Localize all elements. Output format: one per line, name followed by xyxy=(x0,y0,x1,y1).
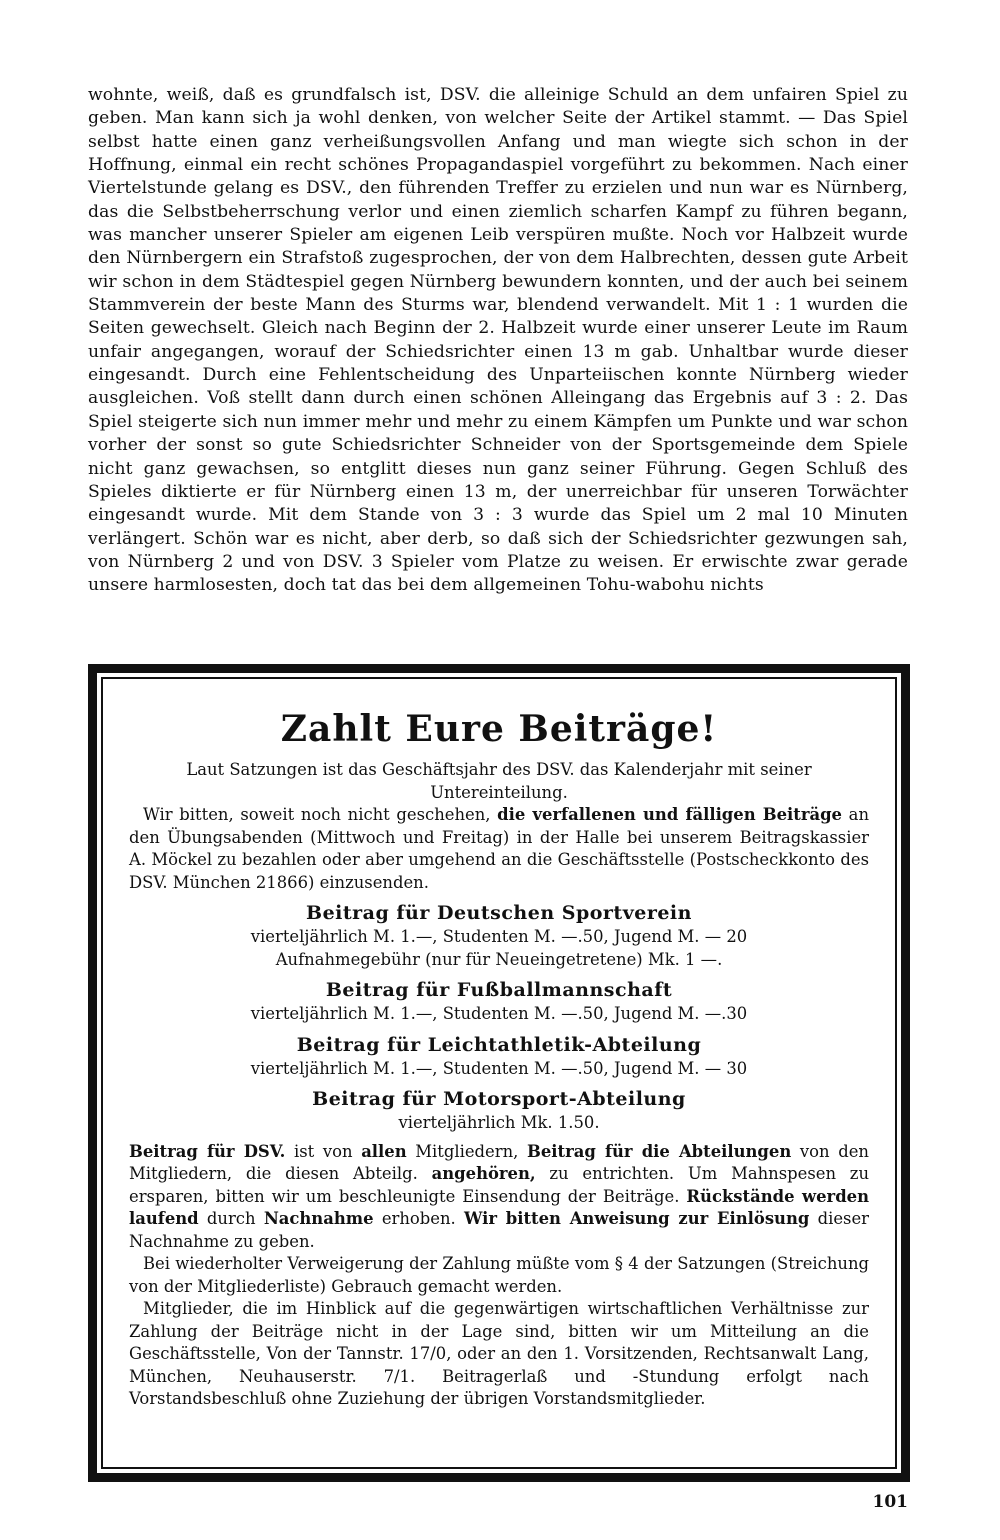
request-text-2: an den Übungsabenden (Mittwoch und Freitag) in der Halle bei unserem Beitragskassier A. Möckel zu bezahlen oder aber umgehend an die Geschäftsstelle (Postscheckkonto des DSV. München 21866) einzusenden. xyxy=(129,805,870,892)
section-heading-leichtathletik: Beitrag für Leichtathletik-Abteilung xyxy=(296,1033,702,1056)
section-line: vierteljährlich M. 1.—, Studenten M. —.50, Jugend M. — 30 xyxy=(250,1058,748,1078)
closing-bold: Rückstände werden laufend xyxy=(129,1186,869,1228)
closing-text: durch xyxy=(206,1209,256,1228)
closing-bold: Beitrag für die Abteilungen xyxy=(527,1141,792,1161)
section-line: vierteljährlich Mk. 1.50. xyxy=(398,1113,600,1132)
closing-bold: angehören, xyxy=(431,1164,536,1183)
section-heading-motorsport: Beitrag für Motorsport-Abteilung xyxy=(312,1088,686,1110)
article-paragraph: wohnte, weiß, daß es grundfalsch ist, DSV. die alleinige Schuld an dem unfairen Spiel zu geben. Man kann sich ja wohl denken, von welcher Seite der Artikel stammt. — Das Spiel selbst hatte einen ganz verheißungsvollen Anfang und man wiegte sich schon in der Hoffnung, einmal ein recht schönes Propagandaspiel vorgeführt zu bekommen. Nach einer Viertelstunde gelang es DSV., den führenden Treffer zu erzielen und nun war es Nürnberg, das die Selbstbeherrschung verlor und einen ziemlich scharfen Kampf zu führen begann, was mancher unserer Spieler am eigenen Leib verspüren mußte. Noch vor Halbzeit wurde den Nürnbergern ein Strafstoß zugesprochen, der von dem Halbrechten, dessen gute Arbeit wir schon in dem Städtespiel gegen Nürnberg bewundern konnten, und der auch bei seinem Stammverein der beste Mann des Sturms war, blendend verwandelt. Mit 1 : 1 wurden die Seiten gewechselt. Gleich nach Beginn der 2. Halbzeit wurde einer unserer Leute im Raum unfair angegangen, worauf der Schiedsrichter einen 13 m gab. Unhaltbar wurde dieser eingesandt. Durch eine Fehlentscheidung des Unparteiischen konnte Nürnberg wieder ausgleichen. Voß stellt dann durch einen schönen Alleingang das Ergebnis auf 3 : 2. Das Spiel steigerte sich nun immer mehr und mehr zu einem Kämpfen um Punkte und war schon vorher der sonst so gute Schiedsrichter Schneider von der Sportsgemeinde dem Spiele nicht ganz gewachsen, so entglitt dieses nun ganz seiner Führung. Gegen Schluß des Spieles diktierte er für Nürnberg einen 13 m, der unerreichbar für unseren Torwächter eingesandt wurde. Mit dem Stande von 3 : 3 wurde das Spiel um 2 mal 10 Minuten verlängert. Schön war es nicht, aber derb, so daß sich der Schiedsrichter gezwungen sah, von Nürnberg 2 und von DSV. 3 Spieler vom Platze zu weisen. Er erwischte zwar gerade unsere harmlosesten, doch tat das bei dem allgemeinen Tohu-wabohu nichts xyxy=(88,85,908,596)
closing-bold: Wir bitten Anweisung zur Einlösung xyxy=(464,1209,810,1228)
section-line: vierteljährlich M. 1.—, Studenten M. —.50, Jugend M. — 20 xyxy=(250,927,748,946)
section-line: vierteljährlich M. 1.—, Studenten M. —.50, Jugend M. —.30 xyxy=(250,1004,748,1023)
page-number: 101 xyxy=(872,1492,908,1512)
dues-notice-box xyxy=(88,664,910,1482)
closing-text: dieser Nachnahme zu geben. xyxy=(129,1209,870,1251)
notice-hardship: Mitglieder, die im Hinblick auf die gegenwärtigen wirtschaftlichen Verhältnisse zur Zahlung der Beiträge nicht in der Lage sind, bitten wir um Mitteilung an die Geschäftsstelle, Von der Tannstr. 17/0, oder an den 1. Vorsitzenden, Rechtsanwalt Lang, München, Neuhauserstr. 7/1. Beitragerlaß und -Stundung erfolgt nach Vorstandsbeschluß ohne Zuziehung der übrigen Vorstandsmitglieder. xyxy=(129,1299,869,1408)
closing-bold: Nachnahme xyxy=(263,1209,374,1228)
closing-text: erhoben. xyxy=(381,1209,456,1228)
closing-bold: allen xyxy=(361,1141,407,1161)
closing-text: Mitgliedern, xyxy=(415,1141,519,1161)
notice-request xyxy=(129,804,869,894)
closing-text: zu entrichten. Um Mahnspesen zu ersparen, bitten wir um beschleunigte Einsendung der Beiträge. xyxy=(129,1164,870,1206)
notice-repeat: Bei wiederholter Verweigerung der Zahlung müßte vom § 4 der Satzungen (Streichung von der Mitgliederliste) Gebrauch gemacht werden. xyxy=(129,1254,869,1296)
request-text-1: Wir bitten, soweit noch nicht geschehen, xyxy=(143,805,491,824)
section-heading-fussball: Beitrag für Fußballmannschaft xyxy=(325,979,673,1001)
closing-text: ist von xyxy=(293,1141,353,1161)
notice-title: Zahlt Eure Beiträge! xyxy=(280,708,718,750)
section-line: Aufnahmegebühr (nur für Neueingetretene) Mk. 1 —. xyxy=(275,949,723,969)
closing-bold: Beitrag für DSV. xyxy=(129,1141,286,1161)
request-bold: die verfallenen und fälligen Beiträge xyxy=(497,805,842,824)
section-heading-sportverein: Beitrag für Deutschen Sportverein xyxy=(306,902,692,924)
closing-text: von den Mitgliedern, die diesen Abteilg. xyxy=(129,1141,869,1183)
notice-intro: Laut Satzungen ist das Geschäftsjahr des DSV. das Kalenderjahr mit seiner Untereinteilung. xyxy=(186,760,812,802)
article-text-block xyxy=(88,84,908,598)
notice-closing xyxy=(129,1141,869,1254)
